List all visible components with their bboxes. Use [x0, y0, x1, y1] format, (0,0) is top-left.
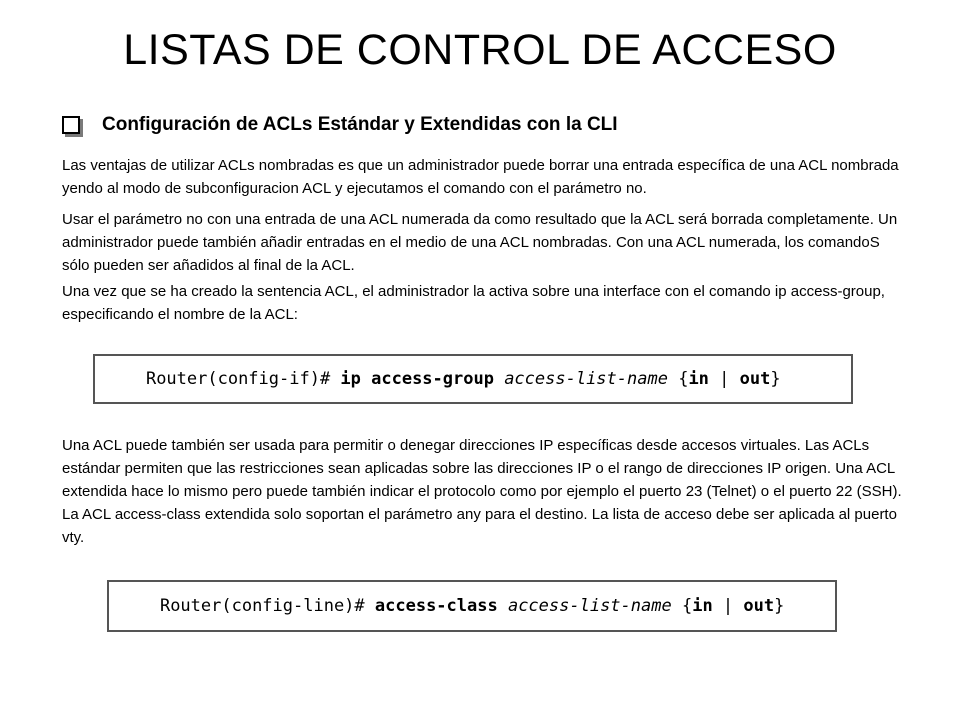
code-separator: | — [708, 369, 740, 389]
code-command: ip access-group — [340, 369, 505, 389]
code-brace-close: } — [770, 369, 781, 389]
slide-subtitle — [62, 114, 618, 136]
code-brace-open: { — [667, 369, 689, 389]
code-prompt: Router(config-if)# — [145, 369, 341, 389]
code-brace-close: } — [774, 596, 785, 616]
code-prompt: Router(config-line)# — [159, 596, 375, 616]
code-command: access-class — [374, 596, 508, 616]
code-argument: access-list-name — [507, 596, 672, 616]
code-option-in: in — [692, 596, 713, 616]
code-option-out: out — [739, 369, 771, 389]
paragraph-access-class: Una ACL puede también ser usada para permitir o denegar direcciones IP específicas desde accesos virtuales. Las ACLs estándar permiten que las restricciones sean aplicadas sobre las direcciones IP o el rango de direcciones IP origen. Una ACL extendida hace lo mismo pero puede también indicar el protocolo como por ejemplo el puerto 23 (Telnet) o el puerto 22 (SSH). La ACL access-class extendida solo soportan el parámetro any para el destino. La lista de acceso debe ser aplicada al puerto vty. — [62, 437, 902, 546]
code-option-in: in — [688, 369, 709, 389]
code-argument: access-list-name — [504, 369, 668, 389]
code-block-access-class — [107, 580, 837, 632]
checkbox-bullet-icon — [62, 116, 80, 134]
code-brace-open: { — [671, 596, 693, 616]
paragraph-numbered-acl: Usar el parámetro no con una entrada de una ACL numerada da como resultado que la ACL será borrada completamente. Un administrador puede también añadir entradas en el medio de una ACL nombradas. Con una ACL numerada, los comandoS sólo pueden ser añadidos al final de la ACL. — [62, 211, 898, 274]
slide-title: LISTAS DE CONTROL DE ACCESO — [123, 26, 837, 74]
code-separator: | — [712, 596, 744, 616]
paragraph-access-group: Una vez que se ha creado la sentencia ACL, el administrador la activa sobre una interface con el comando ip access-group, especificando el nombre de la ACL: — [62, 283, 885, 323]
subtitle-text: Configuración de ACLs Estándar y Extendidas con la CLI — [102, 114, 618, 135]
code-option-out: out — [743, 596, 775, 616]
paragraph-named-acl-advantages: Las ventajas de utilizar ACLs nombradas es que un administrador puede borrar una entrada específica de una ACL nombrada yendo al modo de subconfiguracion ACL y ejecutamos el comando con el parámetro no. — [62, 157, 899, 197]
code-block-access-group — [93, 354, 853, 404]
